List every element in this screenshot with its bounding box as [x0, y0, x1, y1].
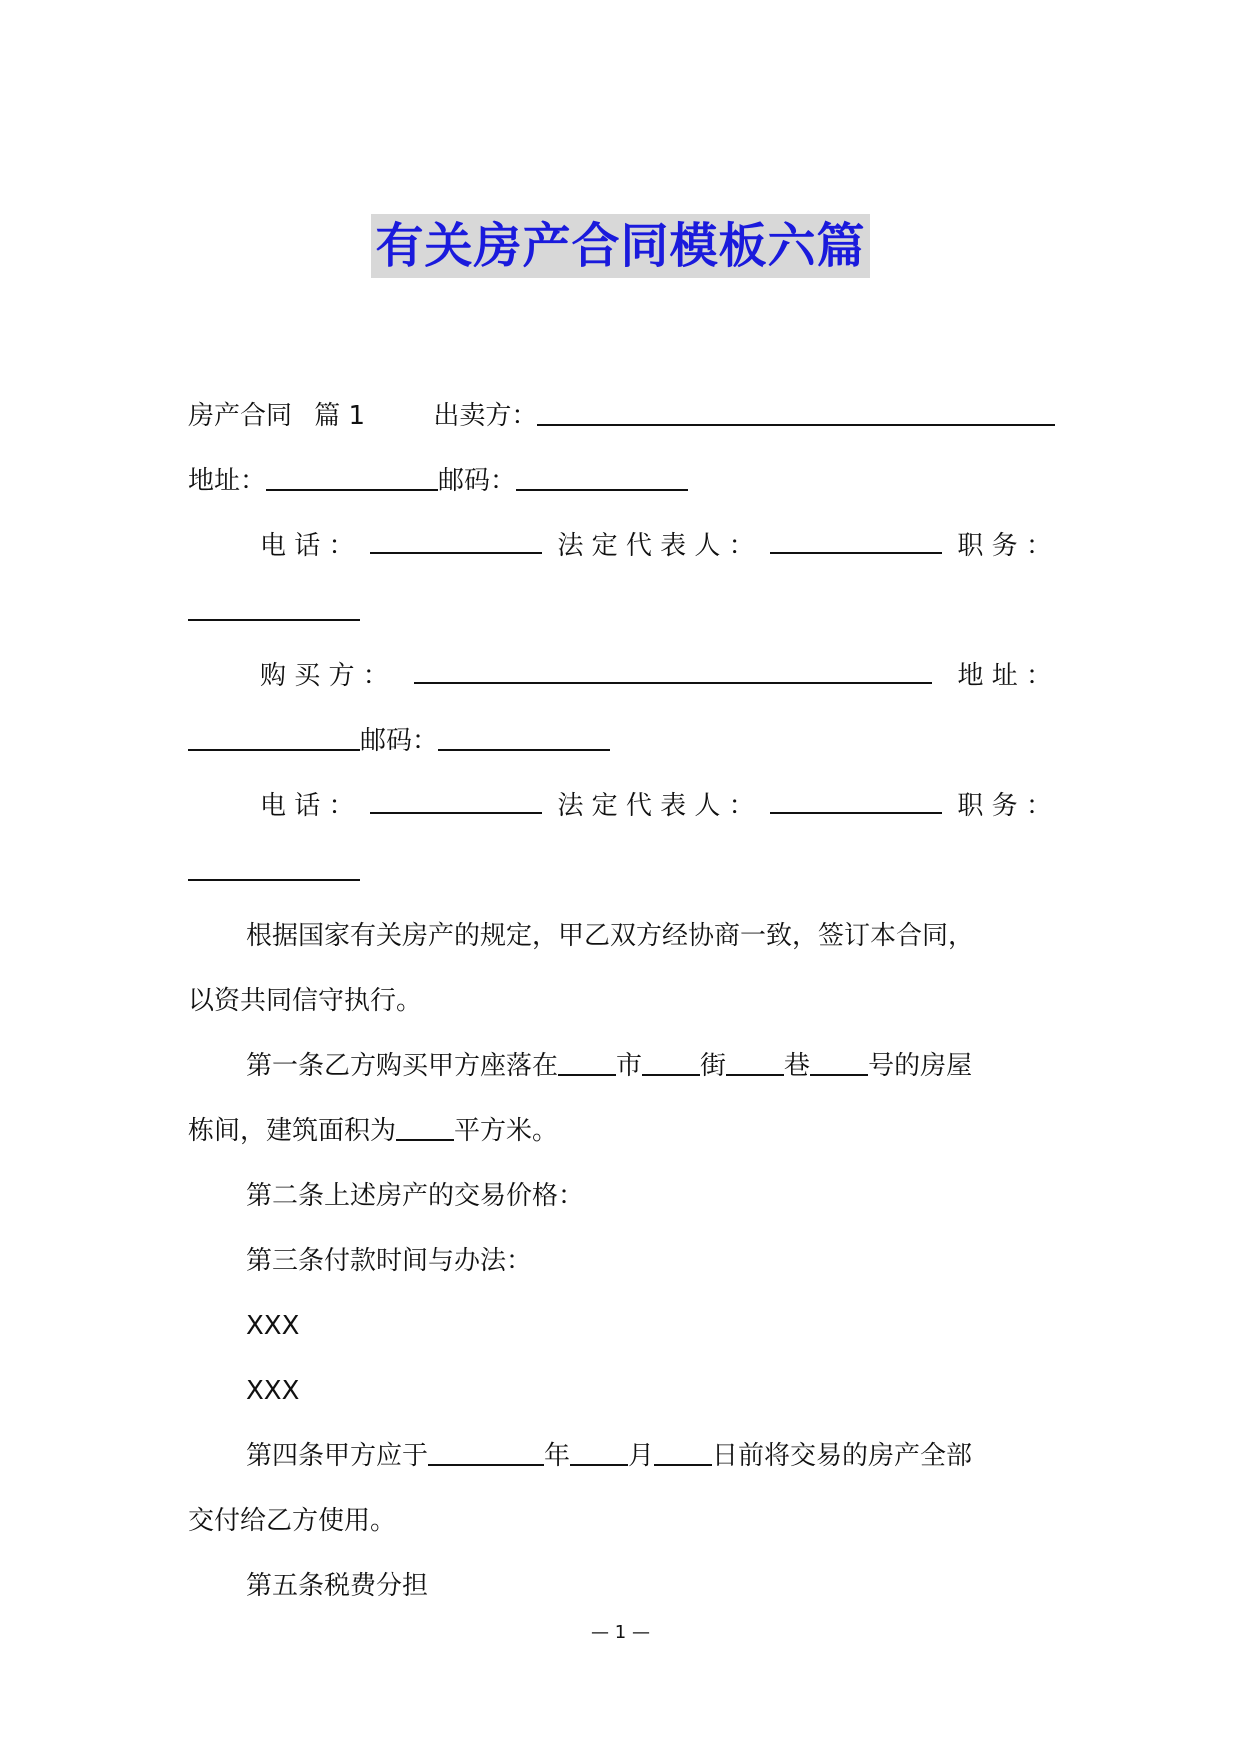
title-area: [0, 214, 1241, 278]
document-title: 有关房产合同模板六篇: [371, 214, 869, 278]
seller-position-line: [188, 579, 1052, 644]
seller-address-blank: [266, 463, 438, 491]
piece-number: 篇 1: [314, 401, 366, 431]
buyer-phone-line: [188, 774, 1052, 839]
lane-blank: [726, 1048, 784, 1076]
seller-postcode-blank: [516, 463, 688, 491]
article-1-line-1: [188, 1034, 1052, 1099]
seller-rep-label: 法 定 代 表 人 ：: [557, 531, 755, 561]
buyer-position-blank: [188, 853, 360, 881]
street-blank: [642, 1048, 700, 1076]
year-label: 年: [544, 1441, 571, 1471]
buyer-line: [188, 644, 1052, 709]
buyer-blank: [414, 656, 932, 684]
buyer-position-line: [188, 839, 1052, 904]
header-line: [188, 384, 1052, 449]
article-1-text: 第一条乙方购买甲方座落在: [246, 1051, 559, 1081]
area-blank: [396, 1113, 454, 1141]
buyer-address-line: [188, 709, 1052, 774]
section-name: 房产合同: [188, 401, 293, 431]
buyer-postcode-label: 邮码：: [360, 726, 439, 756]
area-text: 栋间，建筑面积为: [188, 1116, 397, 1146]
intro-line-1: 根据国家有关房产的规定，甲乙双方经协商一致，签订本合同，: [246, 921, 975, 951]
article-5: 第五条税费分担: [246, 1571, 429, 1601]
seller-postcode-label: 邮码：: [438, 466, 517, 496]
day-blank: [654, 1438, 712, 1466]
placeholder-xxx-2: XXX: [246, 1376, 300, 1406]
article-4-text: 第四条甲方应于: [246, 1441, 429, 1471]
seller-rep-blank: [770, 526, 942, 554]
seller-address-line: [188, 449, 1052, 514]
city-blank: [558, 1048, 616, 1076]
seller-address-label: 地址：: [188, 466, 267, 496]
page-number: — 1 —: [591, 1622, 650, 1643]
article-4-line-2: 交付给乙方使用。: [188, 1506, 397, 1536]
seller-phone-label: 电 话 ：: [260, 531, 355, 561]
number-label: 号的房屋: [868, 1051, 973, 1081]
article-2: 第二条上述房产的交易价格：: [246, 1181, 585, 1211]
article-3: 第三条付款时间与办法：: [246, 1246, 533, 1276]
area-unit: 平方米。: [454, 1116, 559, 1146]
buyer-position-label: 职 务 ：: [957, 791, 1052, 821]
buyer-rep-label: 法 定 代 表 人 ：: [557, 791, 755, 821]
buyer-address-label: 地 址 ：: [957, 661, 1052, 691]
buyer-postcode-blank: [438, 723, 610, 751]
city-label: 市: [616, 1051, 643, 1081]
buyer-rep-blank: [770, 786, 942, 814]
year-blank: [428, 1438, 544, 1466]
seller-position-label: 职 务 ：: [957, 531, 1052, 561]
buyer-label: 购 买 方 ：: [260, 661, 389, 691]
seller-label: 出卖方：: [433, 401, 538, 431]
seller-blank: [537, 398, 1055, 426]
intro-line-2: 以资共同信守执行。: [188, 986, 423, 1016]
month-blank: [570, 1438, 628, 1466]
placeholder-xxx-1: XXX: [246, 1311, 300, 1341]
day-text: 日前将交易的房产全部: [712, 1441, 973, 1471]
street-label: 街: [700, 1051, 727, 1081]
article-4-line-1: [188, 1424, 1052, 1489]
seller-phone-blank: [370, 526, 542, 554]
buyer-address-blank: [188, 723, 360, 751]
document-body: [188, 384, 1052, 1619]
seller-phone-line: [188, 514, 1052, 579]
article-1-line-2: [188, 1099, 1052, 1164]
seller-position-blank: [188, 593, 360, 621]
month-label: 月: [628, 1441, 655, 1471]
buyer-phone-label: 电 话 ：: [260, 791, 355, 821]
lane-label: 巷: [784, 1051, 811, 1081]
buyer-phone-blank: [370, 786, 542, 814]
number-blank: [810, 1048, 868, 1076]
